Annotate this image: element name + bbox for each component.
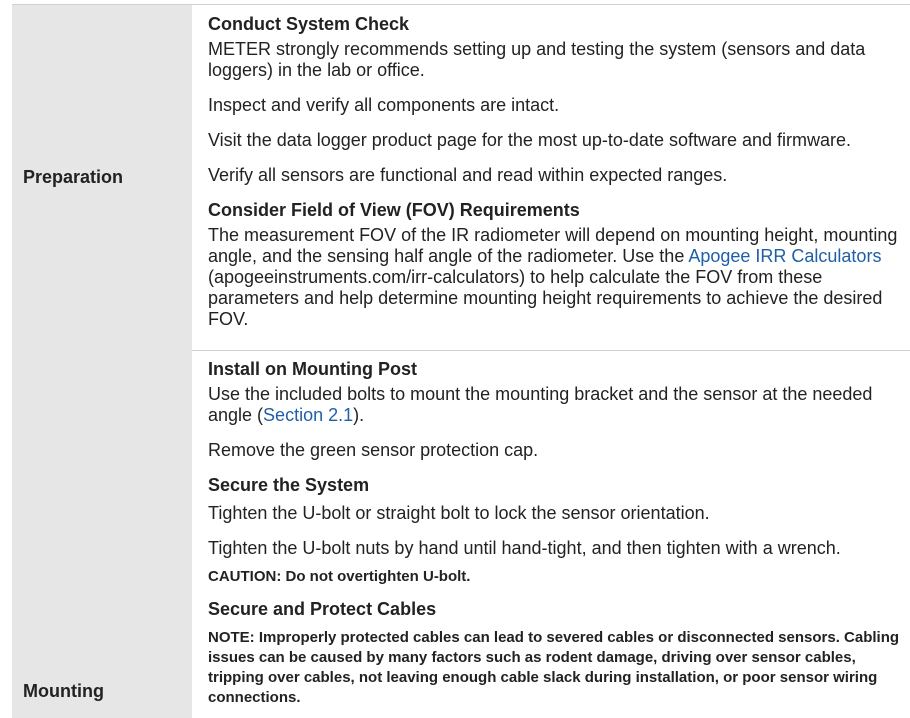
cable-note: NOTE: Improperly protected cables can lead to severed cables or disconnected sensors. Cabling issues can be caused by many factors such as rodent damage, driving over sensor cables, tripping over cables, not leaving enough cable slack during installation, or poor sensor wiring connections. [208, 629, 900, 706]
mounting-label: Mounting [23, 681, 104, 701]
secure-system-heading: Secure the System [208, 475, 370, 495]
preparation-label: Preparation [23, 167, 124, 187]
inspect-paragraph: Inspect and verify all components are intact. [208, 95, 560, 115]
mounting-label-cell [12, 350, 192, 718]
apogee-calculators-link[interactable]: Apogee IRR Calculators [688, 246, 882, 266]
caution-note: CAUTION: Do not overtighten U-bolt. [208, 568, 471, 585]
conduct-system-check-heading: Conduct System Check [208, 14, 410, 34]
preparation-label-cell [12, 5, 192, 350]
preparation-row [12, 4, 910, 351]
fov-heading: Consider Field of View (FOV) Requirements [208, 200, 580, 220]
fov-paragraph [208, 225, 902, 330]
remove-cap-paragraph: Remove the green sensor protection cap. [208, 440, 539, 460]
preparation-content [192, 5, 910, 350]
secure-cables-heading: Secure and Protect Cables [208, 599, 437, 619]
install-paragraph [208, 384, 902, 426]
verify-paragraph: Verify all sensors are functional and read within expected ranges. [208, 165, 728, 185]
fov-text-end: (apogeeinstruments.com/irr-calculators) to help calculate the FOV from these parameters and help determine mounting height requirements to achieve the desired FOV. [208, 267, 883, 329]
tighten-nuts-paragraph: Tighten the U-bolt nuts by hand until hand-tight, and then tighten with a wrench. [208, 538, 841, 558]
install-heading: Install on Mounting Post [208, 359, 417, 379]
visit-paragraph: Visit the data logger product page for the most up-to-date software and firmware. [208, 130, 852, 150]
install-text-start: Use the included bolts to mount the mounting bracket and the sensor at the needed angle ( [208, 384, 873, 425]
fov-text-start: The measurement FOV of the IR radiometer will depend on mounting height, mounting angle, and the sensing half angle of the radiometer. Use the [208, 225, 898, 266]
system-check-paragraph: METER strongly recommends setting up and testing the system (sensors and data loggers) in the lab or office. [208, 39, 866, 80]
mounting-row [12, 350, 910, 718]
tighten-bolt-paragraph: Tighten the U-bolt or straight bolt to lock the sensor orientation. [208, 503, 710, 523]
install-text-end: ). [353, 405, 365, 425]
section-link[interactable]: Section 2.1 [263, 405, 354, 425]
mounting-content [192, 350, 910, 718]
